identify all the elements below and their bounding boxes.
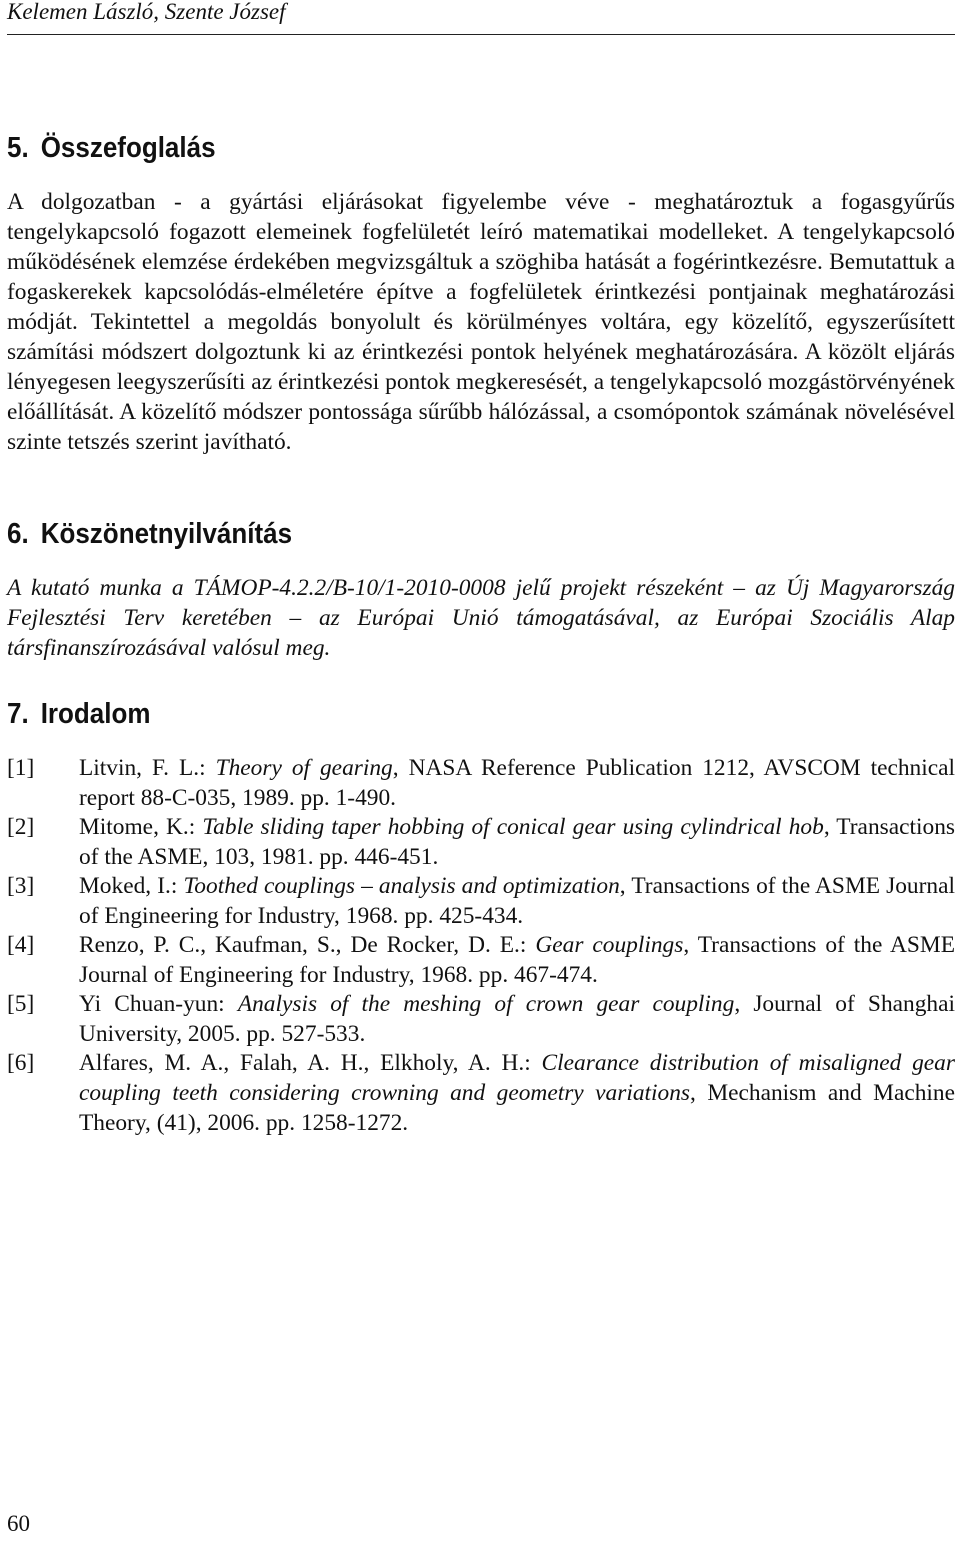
reference-item — [7, 989, 955, 1048]
reference-title: Theory of gearing — [215, 755, 393, 781]
reference-item — [7, 930, 955, 989]
reference-label: [4] — [7, 932, 35, 958]
section-number: 6. — [7, 516, 29, 550]
header-authors: Kelemen László, Szente József — [7, 0, 286, 24]
section-title: Irodalom — [40, 696, 151, 730]
reference-source: , Journal of Shanghai University, 2005. pp. 527-533. — [79, 991, 955, 1047]
section-title: Köszönetnyilvánítás — [40, 516, 293, 550]
section-heading-acknowledgements — [7, 516, 292, 550]
running-header — [7, 0, 955, 35]
reference-text — [79, 1048, 955, 1138]
page-number: 60 — [7, 1511, 30, 1536]
reference-label: [5] — [7, 991, 35, 1017]
reference-authors: Mitome, K.: — [79, 814, 196, 840]
acknowledgements-paragraph: A kutató munka a TÁMOP-4.2.2/B-10/1-2010-0008 jelű projekt részeként – az Új Magyarország Fejlesztési Terv keretében – az Európai Unió támogatásával, az Európai Szociális Alap társfinanszírozásával valósul meg. — [7, 575, 955, 661]
reference-source: , Transactions of the ASME Journal of Engineering for Industry, 1968. pp. 467-474. — [79, 932, 955, 988]
section-heading-summary — [7, 130, 216, 164]
section-heading-references — [7, 696, 150, 730]
reference-item — [7, 1048, 955, 1136]
reference-authors: Yi Chuan-yun: — [79, 991, 225, 1017]
reference-source: , NASA Reference Publication 1212, AVSCOM technical report 88-C-035, 1989. pp. 1-490. — [79, 755, 956, 811]
reference-text — [79, 930, 955, 990]
reference-source: , Mechanism and Machine Theory, (41), 2006. pp. 1258-1272. — [79, 1080, 955, 1136]
reference-text — [79, 989, 955, 1049]
reference-title: Analysis of the meshing of crown gear coupling — [237, 991, 735, 1017]
reference-authors: Renzo, P. C., Kaufman, S., De Rocker, D. E.: — [79, 932, 527, 958]
section-number: 5. — [7, 130, 29, 164]
reference-authors: Moked, I.: — [79, 873, 178, 899]
reference-label: [6] — [7, 1050, 35, 1076]
reference-source: , Transactions of the ASME Journal of Engineering for Industry, 1968. pp. 425-434. — [79, 873, 955, 929]
reference-title: Table sliding taper hobbing of conical gear using cylindrical hob — [202, 814, 824, 840]
reference-title: Clearance distribution of misaligned gear coupling teeth considering crowning and geometry variations — [79, 1050, 955, 1106]
reference-label: [1] — [7, 755, 35, 781]
reference-text — [79, 871, 955, 931]
summary-paragraph: A dolgozatban - a gyártási eljárásokat figyelembe véve - meghatároztuk a fogasgyűrűs tengelykapcsoló fogazott elemeinek fogfelületét leíró matematikai modelleket. A tengelykapcsoló működésének elemzése érdekében megvizsgáltuk a szöghiba hatását a fogérintkezésre. Bemutattuk a fogaskerekek kapcsolódás-elméletére építve a fogfelületek érintkezési pontjainak meghatározási módját. Tekintettel a megoldás bonyolult és körülményes voltára, egy közelítő, egyszerűsített számítási módszert dolgoztunk ki az érintkezési pontok helyének meghatározására. A közölt eljárás lényegesen leegyszerűsíti az érintkezési pontok megkeresését, a tengelykapcsoló mozgástörvényének előállítását. A közelítő módszer pontossága sűrűbb hálózással, a csomópontok számának növelésével szinte tetszés szerint javítható. — [7, 189, 955, 455]
reference-item — [7, 753, 955, 812]
reference-source: , Transactions of the ASME, 103, 1981. pp. 446-451. — [79, 814, 955, 870]
reference-list — [7, 753, 955, 1136]
reference-text — [79, 753, 955, 813]
reference-text — [79, 812, 955, 872]
reference-authors: Litvin, F. L.: — [79, 755, 206, 781]
reference-title: Toothed couplings – analysis and optimization — [183, 873, 620, 899]
section-number: 7. — [7, 696, 29, 730]
reference-label: [3] — [7, 873, 35, 899]
reference-item — [7, 871, 955, 930]
reference-authors: Alfares, M. A., Falah, A. H., Elkholy, A. H.: — [79, 1050, 531, 1076]
reference-title: Gear couplings — [535, 932, 684, 958]
section-title: Összefoglalás — [40, 130, 216, 164]
reference-label: [2] — [7, 814, 35, 840]
reference-item — [7, 812, 955, 871]
